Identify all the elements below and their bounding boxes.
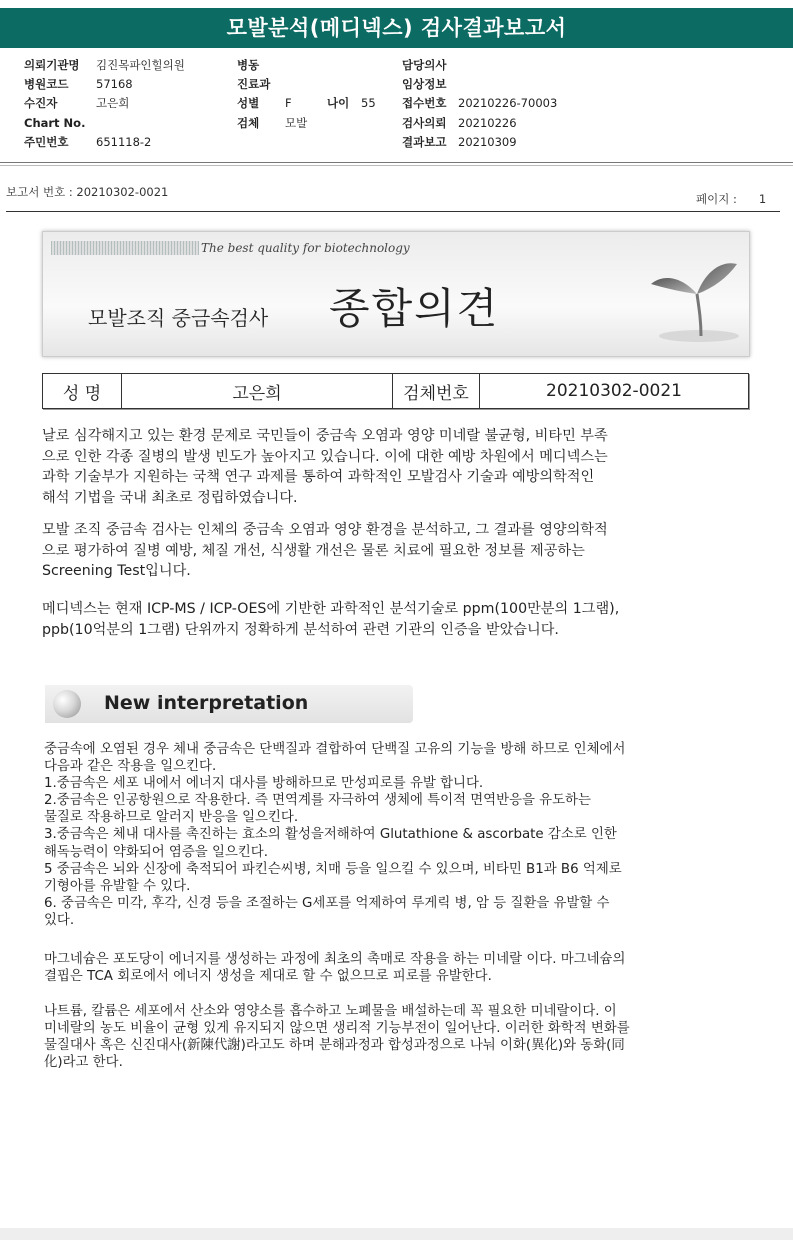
text-line: 으로 평가하여 질병 예방, 체질 개선, 식생활 개선은 물론 치료에 필요한 정보를 제공하는 (42, 542, 585, 559)
intro-paragraph (42, 426, 752, 509)
info-value: 김진목파인힐의원 (96, 58, 185, 72)
text-line: ppb(10억분의 1그램) 단위까지 정확하게 분석하여 관련 기관의 인증을 받았습니다. (42, 621, 559, 638)
info-label: Chart No. (24, 115, 86, 130)
report-header: 모발분석(메디넥스) 검사결과보고서 (0, 8, 793, 48)
text-line: 물질로 작용하므로 알러지 반응을 일으킨다. (44, 810, 299, 826)
info-label: 진료과 (237, 77, 271, 92)
banner-stripe (51, 241, 199, 255)
name-value: 고은희 (122, 374, 393, 408)
info-label: 주민번호 (24, 134, 69, 149)
info-label: 수진자 (24, 96, 58, 111)
banner-title: 종합의견 (329, 284, 500, 333)
text-line: 나트륨, 칼륨은 세포에서 산소와 영양소를 흡수하고 노폐물을 배설하는데 꼭 필요한 미네랄이다. 이 (44, 1004, 617, 1019)
info-value-age: 55 (361, 96, 376, 111)
info-label: 병원코드 (24, 77, 69, 92)
text-line: 5 중금속은 뇌와 신장에 축적되어 파킨슨씨병, 치매 등을 일으킬 수 있으며, 비타민 B1과 B6 억제로 (44, 861, 622, 877)
text-line: 다음과 같은 작용을 일으킨다. (44, 759, 217, 775)
info-value: 20210309 (458, 134, 517, 149)
text-line: 중금속에 오염된 경우 체내 중금속은 단백질과 결합하여 단백질 고유의 기능을 방해 하므로 인체에서 (44, 742, 626, 757)
interpretation-paragraph (44, 741, 756, 929)
footer-strip (0, 1228, 793, 1240)
info-value: 20210226-70003 (458, 96, 558, 111)
section-heading (45, 685, 413, 723)
page-value: 1 (758, 192, 767, 206)
text-line: 있다. (44, 912, 75, 928)
info-label: 검체 (237, 115, 260, 130)
bullet-sphere-icon (53, 690, 81, 718)
text-line: Screening Test입니다. (42, 563, 191, 580)
text-line: 化)라고 한다. (44, 1055, 123, 1071)
info-label: 의뢰기관명 (24, 58, 80, 72)
text-line: 결핍은 TCA 회로에서 에너지 생성을 제대로 할 수 없으므로 피로를 유발한다. (44, 969, 492, 985)
info-value: F (285, 96, 292, 111)
info-label-age: 나이 (327, 96, 350, 111)
info-label: 결과보고 (402, 134, 447, 149)
info-value: 57168 (96, 77, 133, 92)
text-line: 마그네슘은 포도당이 에너지를 생성하는 과정에 최초의 촉매로 작용을 하는 미네랄 이다. 마그네슘의 (44, 952, 626, 967)
section-title: New interpretation (104, 692, 309, 714)
text-line: 물질대사 혹은 신진대사(新陳代謝)라고도 하며 분해과정과 합성과정으로 나눠 이화(異化)와 동화(同 (44, 1038, 625, 1054)
banner-tagline: The best quality for biotechnology (201, 241, 410, 255)
info-label: 성별 (237, 96, 260, 111)
text-line: 모발 조직 중금속 검사는 인체의 중금속 오염과 영양 환경을 분석하고, 그 결과를 영양의학적 (42, 522, 608, 538)
info-label: 담당의사 (402, 58, 447, 72)
info-column-3 (402, 56, 557, 152)
name-label: 성 명 (43, 374, 122, 408)
text-line: 6. 중금속은 미각, 후각, 신경 등을 조절하는 G세포를 억제하여 루게릭 병, 암 등 질환을 유발할 수 (44, 895, 610, 911)
divider (6, 211, 780, 212)
text-line: 미네랄의 농도 비율이 균형 있게 유지되지 않으면 생리적 기능부전이 일어난다. 이러한 화학적 변화를 (44, 1021, 630, 1037)
specimen-value: 20210302-0021 (546, 381, 682, 401)
info-label: 접수번호 (402, 96, 447, 111)
info-column-1 (24, 56, 185, 152)
text-line: 기형아를 유발할 수 있다. (44, 878, 191, 894)
text-line: 2.중금속은 인공항원으로 작용한다. 즉 면역계를 자극하여 생체에 특이적 면역반응을 유도하는 (44, 793, 591, 809)
text-line: 해석 기법을 국내 최초로 정립하였습니다. (42, 490, 298, 507)
text-line: 3.중금속은 체내 대사를 촉진하는 효소의 활성을저해하여 Glutathione & ascorbate 감소로 인한 (44, 827, 617, 843)
report-number: 보고서 번호 : 20210302-0021 (6, 185, 169, 199)
text-line: 과학 기술부가 지원하는 국책 연구 과제를 통하여 과학적인 모발검사 기술과 예방의학적인 (42, 469, 595, 486)
info-value: 20210226 (458, 115, 517, 130)
info-label: 임상정보 (402, 77, 447, 92)
page-label: 페이지 : (696, 192, 737, 206)
info-label: 병동 (237, 58, 260, 72)
banner-subtitle: 모발조직 중금속검사 (88, 306, 269, 330)
intro-paragraph (42, 599, 752, 640)
patient-id-table (42, 373, 749, 409)
page-number (696, 191, 766, 207)
info-value: 모발 (285, 115, 308, 130)
intro-paragraph (42, 520, 752, 582)
info-value: 고은희 (96, 96, 130, 111)
interpretation-paragraph (44, 951, 756, 985)
summary-banner (42, 231, 750, 357)
info-label: 검사의뢰 (402, 115, 447, 130)
divider (0, 162, 793, 163)
text-line: 1.중금속은 세포 내에서 에너지 대사를 방해하므로 만성피로를 유발 합니다. (44, 776, 484, 792)
info-column-2 (237, 56, 376, 133)
text-line: 날로 심각해지고 있는 환경 문제로 국민들이 중금속 오염과 영양 미네랄 불균형, 비타민 부족 (42, 428, 608, 444)
divider (0, 165, 793, 166)
interpretation-paragraph (44, 1003, 756, 1071)
text-line: 메디넥스는 현재 ICP-MS / ICP-OES에 기반한 과학적인 분석기술로 ppm(100만분의 1그램), (42, 601, 620, 617)
info-value: 651118-2 (96, 134, 152, 149)
text-line: 해독능력이 약화되어 염증을 일으킨다. (44, 844, 268, 860)
text-line: 으로 인한 각종 질병의 발생 빈도가 높아지고 있습니다. 이에 대한 예방 차원에서 메디넥스는 (42, 448, 608, 465)
specimen-label: 검체번호 (393, 374, 480, 408)
sprout-icon (641, 250, 741, 346)
